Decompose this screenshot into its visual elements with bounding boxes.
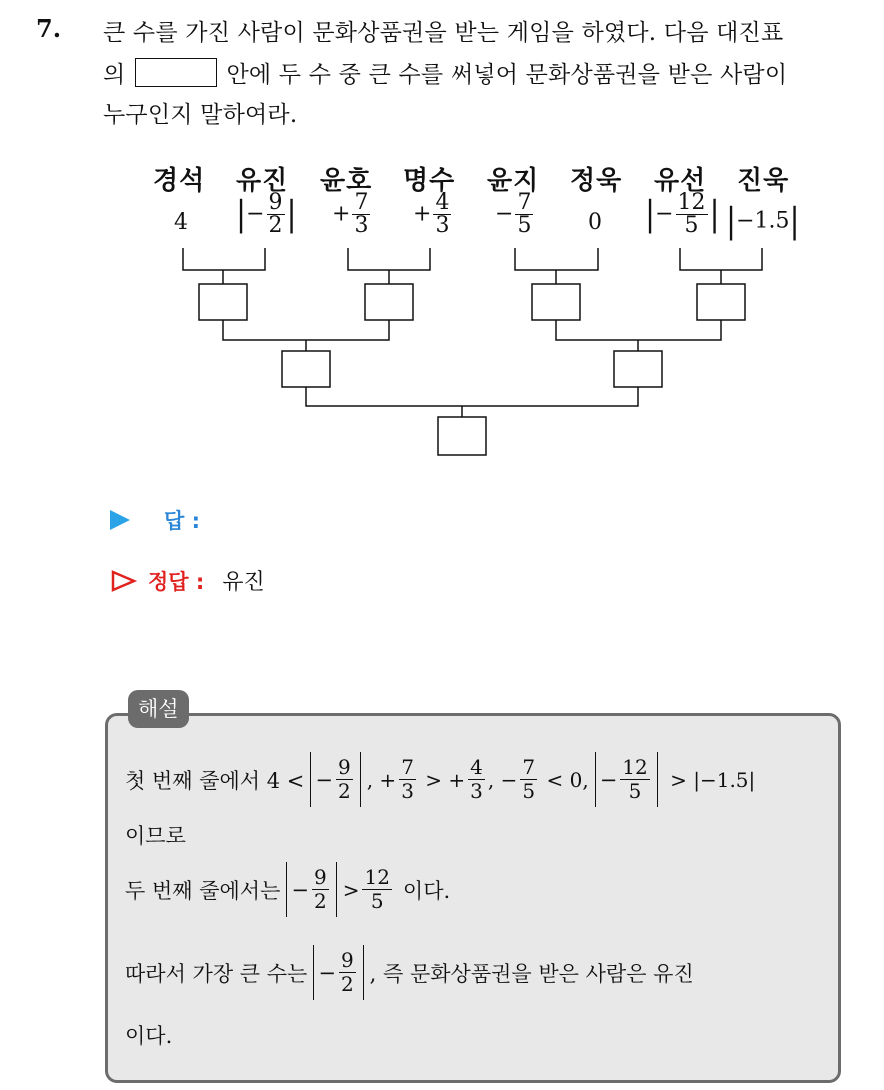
sign: −	[495, 201, 514, 227]
final-box	[438, 417, 486, 455]
bracket-line-2	[348, 248, 430, 270]
round2-box-1	[282, 351, 330, 387]
question-line-2-pre: 의	[103, 62, 126, 88]
solution-l4-pre: 따라서 가장 큰 수는	[125, 961, 308, 986]
bracket-line-1	[183, 248, 265, 270]
red-outline-triangle-icon	[110, 569, 138, 593]
answer-label: 답 :	[164, 509, 200, 533]
player-value-6: 0	[588, 210, 602, 235]
blue-triangle-icon	[110, 510, 130, 530]
sign: −	[655, 201, 674, 227]
denominator: 2	[268, 213, 283, 238]
player-name-3: 윤호	[320, 166, 373, 196]
correct-answer-label: 정답 :	[148, 569, 205, 594]
player-name-2: 유진	[236, 166, 289, 196]
question-number: 7.	[36, 14, 62, 43]
abs-bar: |	[726, 201, 737, 242]
abs-expr: − 12 5	[595, 752, 658, 807]
solution-line-3: 두 번째 줄에서는 − 9 2 > 12 5 이다.	[125, 862, 450, 917]
bracket-line-5	[223, 320, 389, 340]
solution-line-5: 이다.	[125, 1024, 173, 1048]
player-value-1: 4	[174, 210, 188, 235]
question-line-2-post: 안에 두 수 중 큰 수를 써넣어 문화상품권을 받은 사람이	[226, 62, 788, 88]
abs-bar: |	[709, 194, 720, 235]
sign: +	[413, 201, 432, 227]
sign: +	[332, 201, 351, 227]
solution-line-4	[125, 945, 694, 1000]
denominator: 5	[517, 213, 532, 238]
solution-l1-pre: 첫 번째 줄에서 4 <	[125, 768, 305, 793]
solution-l3-post: 이다.	[402, 878, 451, 903]
bracket-line-6	[556, 320, 721, 340]
player-name-4: 명수	[403, 166, 456, 196]
numerator: 12	[677, 190, 706, 215]
numerator: 7	[354, 190, 369, 215]
correct-answer-row	[110, 565, 265, 596]
bracket-line-7	[306, 387, 638, 406]
abs-bar: |	[789, 201, 800, 242]
player-name-5: 윤지	[487, 166, 540, 196]
solution-line-1: 첫 번째 줄에서 4 < − 9 2 , + $\frac{7}{3}$ > + $\frac{4}{3}$ , − $\frac{7}{5}$ < 0, − 12 5 > |−1.5|	[125, 752, 755, 807]
solution-line-2: 이므로	[125, 824, 186, 848]
numerator: 9	[268, 190, 283, 215]
abs-expr: − 9 2	[310, 752, 360, 807]
abs-bar: |	[645, 194, 656, 235]
round1-box-4	[697, 284, 745, 320]
denominator: 5	[684, 213, 699, 238]
round2-box-2	[614, 351, 662, 387]
bracket-line-4	[680, 248, 762, 270]
round1-box-1	[199, 284, 247, 320]
solution-l3-pre: 두 번째 줄에서는	[125, 878, 281, 903]
sign: −	[246, 201, 265, 227]
bracket-line-3	[515, 248, 598, 270]
abs-bar: |	[286, 194, 297, 235]
player-name-7: 유선	[654, 166, 707, 196]
denominator: 3	[435, 213, 450, 238]
answer-row	[110, 505, 200, 535]
round1-box-3	[532, 284, 580, 320]
solution-l4-post: , 즉 문화상품권을 받은 사람은 유진	[369, 961, 694, 986]
solution-tab: 해설	[128, 690, 189, 728]
abs-expr: − 9 2	[286, 862, 336, 917]
denominator: 3	[354, 213, 369, 238]
question-line-1: 큰 수를 가진 사람이 문화상품권을 받는 게임을 하였다. 다음 대진표	[103, 20, 784, 46]
numerator: 4	[435, 190, 450, 215]
question-line-3: 누구인지 말하여라.	[103, 102, 298, 128]
round1-box-2	[365, 284, 413, 320]
value: −1.5	[736, 208, 790, 234]
player-name-1: 경석	[153, 166, 206, 196]
numerator: 7	[517, 190, 532, 215]
abs-expr: − 9 2	[313, 945, 363, 1000]
player-name-8: 진욱	[737, 166, 790, 196]
correct-answer-value: 유진	[222, 570, 265, 595]
player-name-6: 정욱	[570, 166, 623, 196]
abs-bar: |	[236, 194, 247, 235]
